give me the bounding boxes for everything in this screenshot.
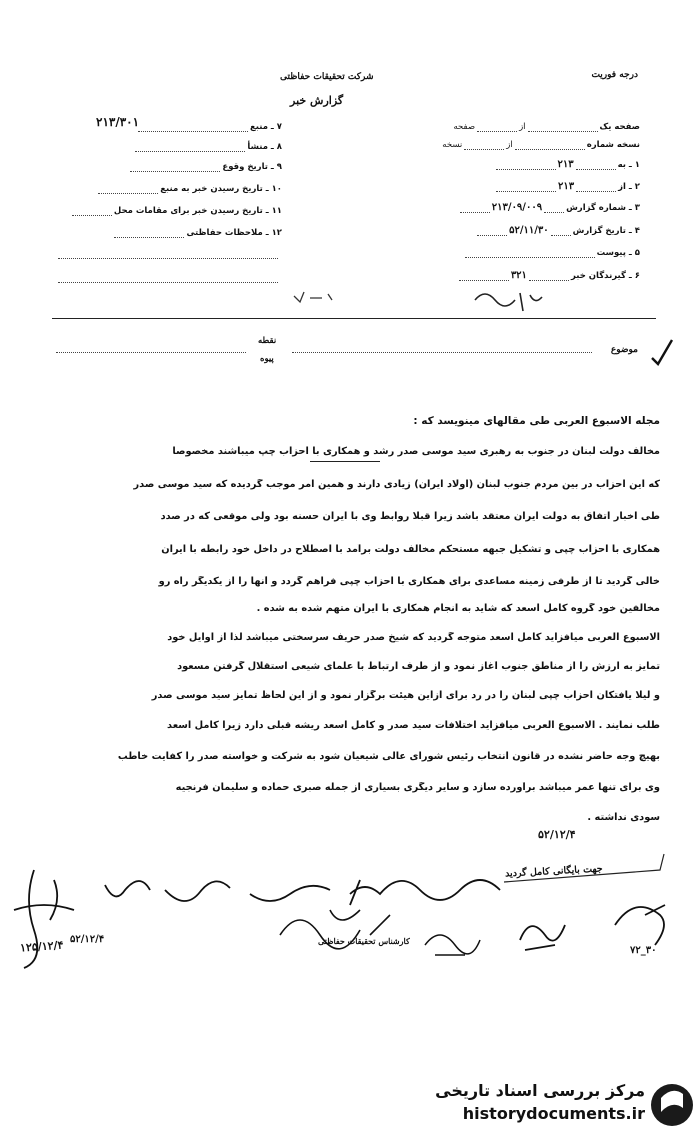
body-line-7: مخالفین خود گروه کامل اسعد که شاید به انجام همکاری با ایران متهم شده به شده .	[256, 603, 660, 614]
bottom-right-number: ۷۲_۳۰	[630, 945, 657, 956]
left-blank-line-1	[58, 258, 278, 259]
field-page: صفحه یکازصفحه	[453, 122, 640, 132]
field-date-to-source: ۱۰ ـ تاریخ رسیدن خبر به منبع	[96, 184, 282, 194]
stamp-date: ۵۲/۱۲/۴	[538, 828, 576, 841]
body-line-13: وی برای تنها عمر میباشد برآورده سازد و سایر دیگری بسیاری از جمله صبری حماده و سلیمان فرنجیه	[175, 782, 660, 793]
field-recipients: ۶ ـ گیرندگان خبر۳۲۱	[457, 270, 640, 281]
bottom-left-date: ۵۲/۱۲/۴	[70, 934, 105, 945]
body-line-9: تمایز به ارزش را از مناطق جنوب آغاز نمود و از طرف ارتباط با علمای شیعی استقلال گرفتن مسعود	[177, 661, 660, 672]
field-copy: نسخه شمارهازنسخه	[442, 140, 640, 150]
field-report-date: ۴ ـ تاریخ گزارش۵۲/۱۱/۳۰	[475, 225, 640, 236]
field-security-notes: ۱۲ ـ ملاحظات حفاظتی	[112, 228, 282, 238]
header-divider	[52, 318, 656, 319]
watermark-url: historydocuments.ir	[462, 1104, 645, 1123]
bottom-center-caption: کارشناس تحقیقات حفاظتی	[318, 936, 410, 946]
body-line-8: الاسبوع العربی میافزاید کامل اسعد متوجه گردید که شیخ صدر حریف سرسختی میباشد لذا از اوایل خود	[167, 632, 660, 643]
subject-side-label-2: پیوه	[260, 354, 274, 364]
field-to: ۱ ـ به۲۱۳	[494, 159, 641, 170]
field-attachment: ۵ ـ پیوست	[463, 248, 640, 258]
body-line-4: طی اخبار اتفاق به دولت ایران معتقد باشد زیرا قبلا روابط وی با ایران حسنه بود ولی موقعی که در صدد	[160, 511, 660, 522]
body-line-12: بهیچ وجه حاضر نشده در قانون انتخاب رئیس شورای عالی شیعیان شود به شرکت و خواسته صدر را کفایت خاطب	[117, 751, 660, 762]
body-line-14: سودی نداشته .	[587, 812, 660, 823]
left-blank-line-2	[58, 282, 278, 283]
field-report-number: ۳ ـ شماره گزارش۲۱۳/۰۹/۰۰۹	[458, 202, 640, 213]
body-line-2: مخالف دولت لبنان در جنوب به رهبری سید موسی صدر رشد و همکاری با احزاب چپ میباشند مخصوصا	[172, 446, 660, 457]
body-line-3: که این احزاب در بین مردم جنوب لبنان (اولاد ایران) زیادی دارند و همین امر موجب گردیده که سید موسی صدر	[133, 479, 660, 490]
margin-date-left: ۱۲۵/۱۲/۴	[19, 938, 64, 955]
signature-left	[4, 860, 94, 970]
signature-center	[270, 895, 410, 955]
office-name: شرکت تحقیقات حفاظتی	[280, 72, 374, 82]
watermark-title: مرکز بررسی اسناد تاریخی	[435, 1081, 645, 1100]
field-source: ۷ ـ منبع	[136, 122, 282, 132]
field-occurrence-date: ۹ ـ تاریخ وقوع	[128, 162, 282, 172]
book-logo-icon	[649, 1082, 695, 1128]
watermark-logo	[412, 1079, 697, 1131]
body-line-11: طلب نمایند . الاسبوع العربی میافزاید اختلافات سید صدر و کامل اسعد ریشه قبلی دارد زیرا کامل اسعد	[167, 720, 660, 731]
header-mark	[290, 286, 340, 306]
field-from: ۲ ـ از۲۱۳	[494, 181, 640, 192]
subject-label: موضوع	[610, 345, 638, 355]
received-note: جهت بایگانی کامل گردید	[504, 863, 603, 880]
name-underline	[310, 461, 380, 462]
subject-side-label-1: نقطه	[258, 336, 277, 346]
subject-check-mark	[649, 336, 675, 368]
signature-right-1	[510, 910, 570, 960]
body-line-6: خالی گردید تا از طرفی زمینه مساعدی برای همکاری با احزاب چپی فراهم گردد و آنها را از یکدیگر راه رو	[158, 576, 660, 587]
body-line-1: مجله الاسبوع العربی طی مقالهای مینویسد که :	[413, 415, 660, 427]
doc-number: ۲۱۳/۳۰۱	[96, 115, 140, 129]
body-line-10: و لیلا یافتکان احزاب چپی لبنان را در رد برای ازاین هیئت برگزار نمود و از این لحاظ تمایز سید موسی صدر	[151, 690, 660, 701]
signature-small-center	[415, 915, 485, 965]
priority-label: درجه فوریت	[591, 70, 638, 80]
field-date-to-local: ۱۱ ـ تاریخ رسیدن خبر برای مقامات محل	[70, 206, 282, 216]
page-title: گزارش خبر	[290, 94, 344, 107]
subject-dots	[292, 352, 592, 353]
body-line-5: همکاری با احزاب چپی و تشکیل جبهه مستحکم مخالف دولت برآمد با اصطلاح در داخل خود رابطه با ایران	[161, 544, 660, 555]
header-scribble	[470, 285, 550, 315]
field-origin: ۸ ـ منشأ	[133, 142, 282, 152]
subject-left-dots	[56, 352, 246, 353]
